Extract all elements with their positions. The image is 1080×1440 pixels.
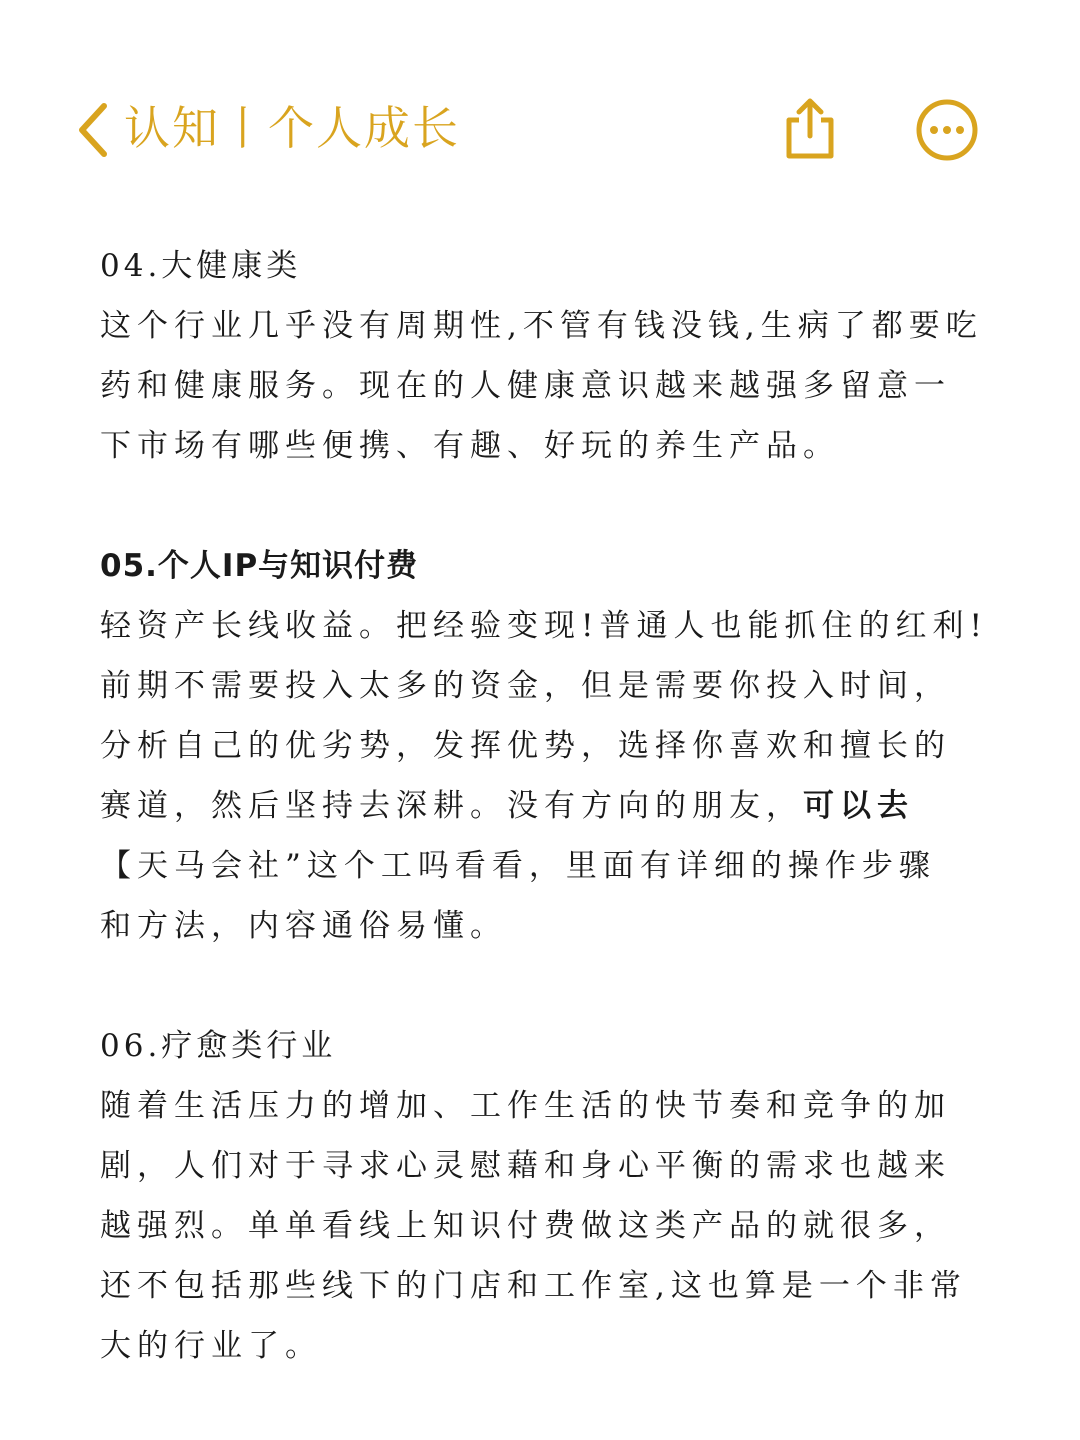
section-health bbox=[100, 236, 1000, 476]
text-line: 越强烈。单单看线上知识付费做这类产品的就很多， bbox=[100, 1208, 951, 1244]
note-content bbox=[100, 236, 1000, 1376]
share-icon[interactable] bbox=[782, 96, 838, 160]
text-line: 这个行业几乎没有周期性,不管有钱没钱,生病了都要吃 bbox=[100, 308, 983, 344]
section-heading: 06.疗愈类行业 bbox=[100, 1028, 337, 1064]
text-line: 轻资产长线收益。把经验变现!普通人也能抓住的红利! bbox=[100, 608, 988, 644]
section-body bbox=[100, 296, 1000, 476]
text-line: 药和健康服务。现在的人健康意识越来越强多留意一 bbox=[100, 368, 951, 404]
emphasis-text: 可以去 bbox=[803, 788, 914, 824]
text-segment: 赛道，然后坚持去深耕。没有方向的朋友， bbox=[100, 788, 803, 824]
more-icon[interactable] bbox=[915, 98, 979, 162]
text-line: 剧，人们对于寻求心灵慰藉和身心平衡的需求也越来 bbox=[100, 1148, 951, 1184]
section-heading: 05.个人IP与知识付费 bbox=[100, 548, 419, 584]
top-nav-bar bbox=[0, 82, 1080, 178]
chevron-left-icon[interactable] bbox=[74, 100, 114, 160]
text-line: 随着生活压力的增加、工作生活的快节奏和竞争的加 bbox=[100, 1088, 951, 1124]
text-line: 还不包括那些线下的门店和工作室,这也算是一个非常 bbox=[100, 1268, 967, 1304]
section-body bbox=[100, 596, 1000, 956]
page-title: 认知丨个人成长 bbox=[124, 101, 460, 155]
text-line-with-emphasis bbox=[100, 776, 1000, 836]
text-line: 和方法，内容通俗易懂。 bbox=[100, 908, 507, 944]
text-line: 前期不需要投入太多的资金，但是需要你投入时间， bbox=[100, 668, 951, 704]
text-line: 大的行业了。 bbox=[100, 1328, 322, 1364]
text-line: 分析自己的优劣势，发挥优势，选择你喜欢和擅长的 bbox=[100, 728, 951, 764]
section-heading: 04.大健康类 bbox=[100, 248, 302, 284]
section-healing bbox=[100, 1016, 1000, 1376]
section-personal-ip bbox=[100, 536, 1000, 956]
text-line: 【天马会社”这个工吗看看，里面有详细的操作步骤 bbox=[100, 848, 936, 884]
text-line: 下市场有哪些便携、有趣、好玩的养生产品。 bbox=[100, 428, 840, 464]
section-body bbox=[100, 1076, 1000, 1376]
